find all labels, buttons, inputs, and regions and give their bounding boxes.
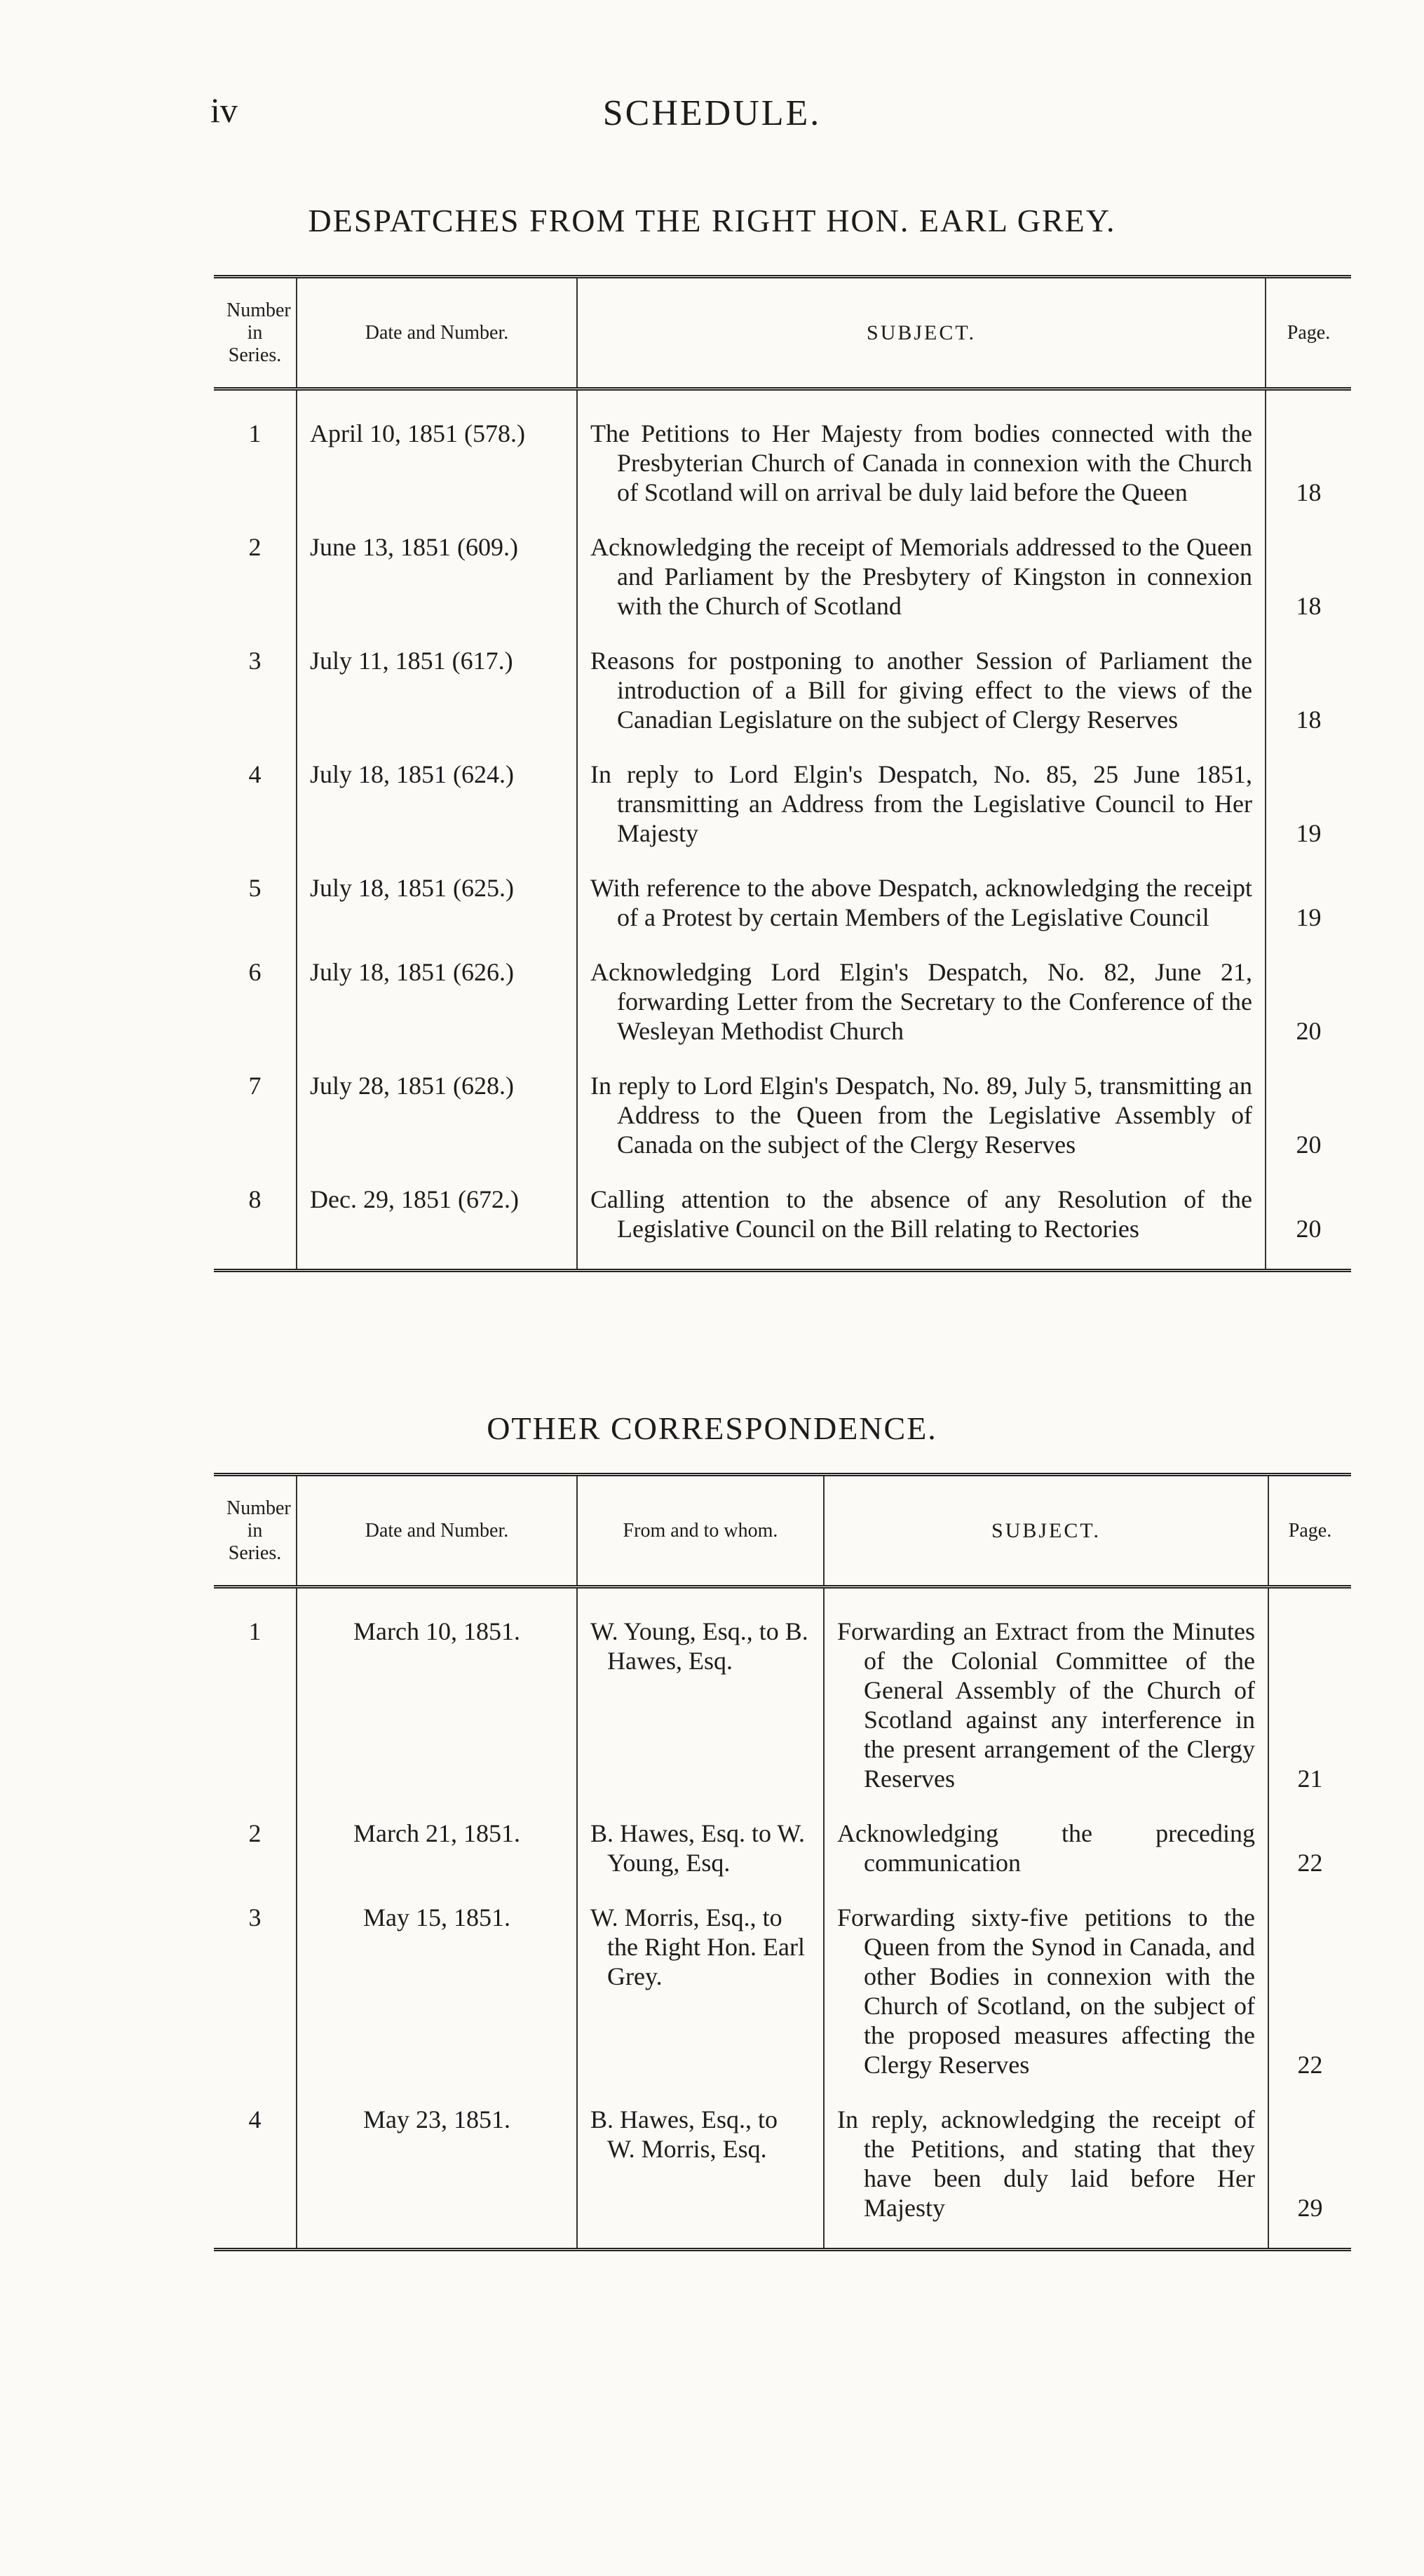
- col-header-page: Page.: [1266, 277, 1351, 389]
- table-row: [214, 2105, 1351, 2250]
- row-date: July 11, 1851 (617.): [297, 646, 577, 760]
- row-page: 20: [1266, 1071, 1351, 1185]
- row-number: 1: [248, 1617, 262, 1645]
- row-date: May 15, 1851.: [297, 1903, 577, 2105]
- col-header-page: Page.: [1268, 1475, 1351, 1587]
- row-number: 3: [248, 1903, 262, 1931]
- row-subject: Calling attention to the absence of any Resolution of the Legislative Council on the Bill relating to Rectories: [590, 1185, 1252, 1243]
- running-head: SCHEDULE.: [602, 93, 822, 133]
- despatches-title: DESPATCHES FROM THE RIGHT HON. EARL GREY.: [308, 203, 1116, 238]
- table-row: [214, 1617, 1351, 1819]
- other-correspondence-title: OTHER CORRESPONDENCE.: [487, 1410, 937, 1446]
- row-page: 22: [1268, 1903, 1351, 2105]
- row-date: July 18, 1851 (624.): [297, 760, 577, 873]
- row-from: B. Hawes, Esq., to W. Morris, Esq.: [590, 2105, 778, 2163]
- row-subject: In reply, acknowledging the receipt of the Petitions, and stating that they have been duly laid before Her Majesty: [837, 2105, 1255, 2222]
- row-date: July 18, 1851 (626.): [297, 957, 577, 1071]
- row-page: 18: [1266, 646, 1351, 760]
- row-number: 8: [214, 1185, 297, 1271]
- table-row: [214, 760, 1351, 873]
- row-page: 20: [1266, 957, 1351, 1071]
- row-number: 3: [248, 647, 262, 675]
- row-number: 6: [248, 958, 262, 986]
- row-number: 7: [248, 1072, 262, 1100]
- row-subject: The Petitions to Her Majesty from bodies connected with the Presbyterian Church of Canada in connexion with the Church of Scotland will on arrival be duly laid before the Queen: [590, 419, 1252, 506]
- row-from: W. Morris, Esq., to the Right Hon. Earl Grey.: [590, 1903, 805, 1990]
- row-page: 19: [1266, 760, 1351, 873]
- row-number: 4: [248, 760, 262, 788]
- table-row: [214, 419, 1351, 532]
- row-page: 22: [1268, 1819, 1351, 1903]
- row-number: 4: [214, 2105, 297, 2250]
- table-row: [214, 957, 1351, 1071]
- row-number: 2: [248, 533, 262, 561]
- row-from: W. Young, Esq., to B. Hawes, Esq.: [590, 1617, 808, 1675]
- table-row: [214, 1819, 1351, 1903]
- table-row: [214, 532, 1351, 646]
- col-header-subject: SUBJECT.: [824, 1475, 1268, 1587]
- row-date: July 28, 1851 (628.): [297, 1071, 577, 1185]
- row-date: Dec. 29, 1851 (672.): [297, 1185, 577, 1271]
- row-page: 19: [1266, 873, 1351, 957]
- row-date: May 23, 1851.: [297, 2105, 577, 2250]
- col-header-subject: SUBJECT.: [577, 277, 1266, 389]
- row-subject: In reply to Lord Elgin's Despatch, No. 85, 25 June 1851, transmitting an Address from the Legislative Council to Her Majesty: [590, 760, 1252, 847]
- table-row: [214, 646, 1351, 760]
- col-header-date: Date and Number.: [297, 1475, 577, 1587]
- row-subject: Forwarding sixty-five petitions to the Queen from the Synod in Canada, and other Bodies in connexion with the Church of Scotland, on the subject of the proposed measures affecting the Clergy Reserves: [837, 1903, 1255, 2079]
- row-date: June 13, 1851 (609.): [297, 532, 577, 646]
- table-row: [214, 1071, 1351, 1185]
- table-row: [214, 1903, 1351, 2105]
- col-header-date: Date and Number.: [297, 277, 577, 389]
- row-subject: Acknowledging the preceding communication: [837, 1819, 1255, 1877]
- row-date: March 10, 1851.: [297, 1617, 577, 1819]
- despatches-table: [214, 275, 1351, 1272]
- row-subject: Reasons for postponing to another Session of Parliament the introduction of a Bill for giving effect to the views of the Canadian Legislature on the subject of Clergy Reserves: [590, 647, 1252, 734]
- table-row: [214, 1185, 1351, 1271]
- table-row: [214, 873, 1351, 957]
- col-header-number: Number in Series.: [214, 277, 297, 389]
- row-date: April 10, 1851 (578.): [297, 419, 577, 532]
- row-subject: With reference to the above Despatch, acknowledging the receipt of a Protest by certain Members of the Legislative Council: [590, 874, 1252, 931]
- row-number: 2: [248, 1819, 262, 1847]
- row-subject: Acknowledging Lord Elgin's Despatch, No. 82, June 21, forwarding Letter from the Secretary to the Conference of the Wesleyan Methodist Church: [590, 958, 1252, 1045]
- row-page: 21: [1268, 1617, 1351, 1819]
- row-from: B. Hawes, Esq. to W. Young, Esq.: [590, 1819, 805, 1877]
- row-page: 20: [1266, 1185, 1351, 1271]
- row-page: 29: [1268, 2105, 1351, 2250]
- row-subject: Forwarding an Extract from the Minutes of the Colonial Committee of the General Assembly of the Church of Scotland against any interference in the present arrangement of the Clergy Reserves: [837, 1617, 1255, 1793]
- row-page: 18: [1266, 419, 1351, 532]
- row-page: 18: [1266, 532, 1351, 646]
- row-date: July 18, 1851 (625.): [297, 873, 577, 957]
- row-date: March 21, 1851.: [297, 1819, 577, 1903]
- row-number: 5: [248, 874, 262, 902]
- page-number: iv: [210, 90, 238, 130]
- row-number: 1: [248, 419, 262, 447]
- other-correspondence-table: [214, 1473, 1351, 2251]
- col-header-from: From and to whom.: [577, 1475, 824, 1587]
- row-subject: Acknowledging the receipt of Memorials addressed to the Queen and Parliament by the Presbytery of Kingston in connexion with the Church of Scotland: [590, 533, 1252, 620]
- row-subject: In reply to Lord Elgin's Despatch, No. 89, July 5, transmitting an Address to the Queen from the Legislative Assembly of Canada on the subject of the Clergy Reserves: [590, 1072, 1252, 1159]
- col-header-number: Number in Series.: [214, 1475, 297, 1587]
